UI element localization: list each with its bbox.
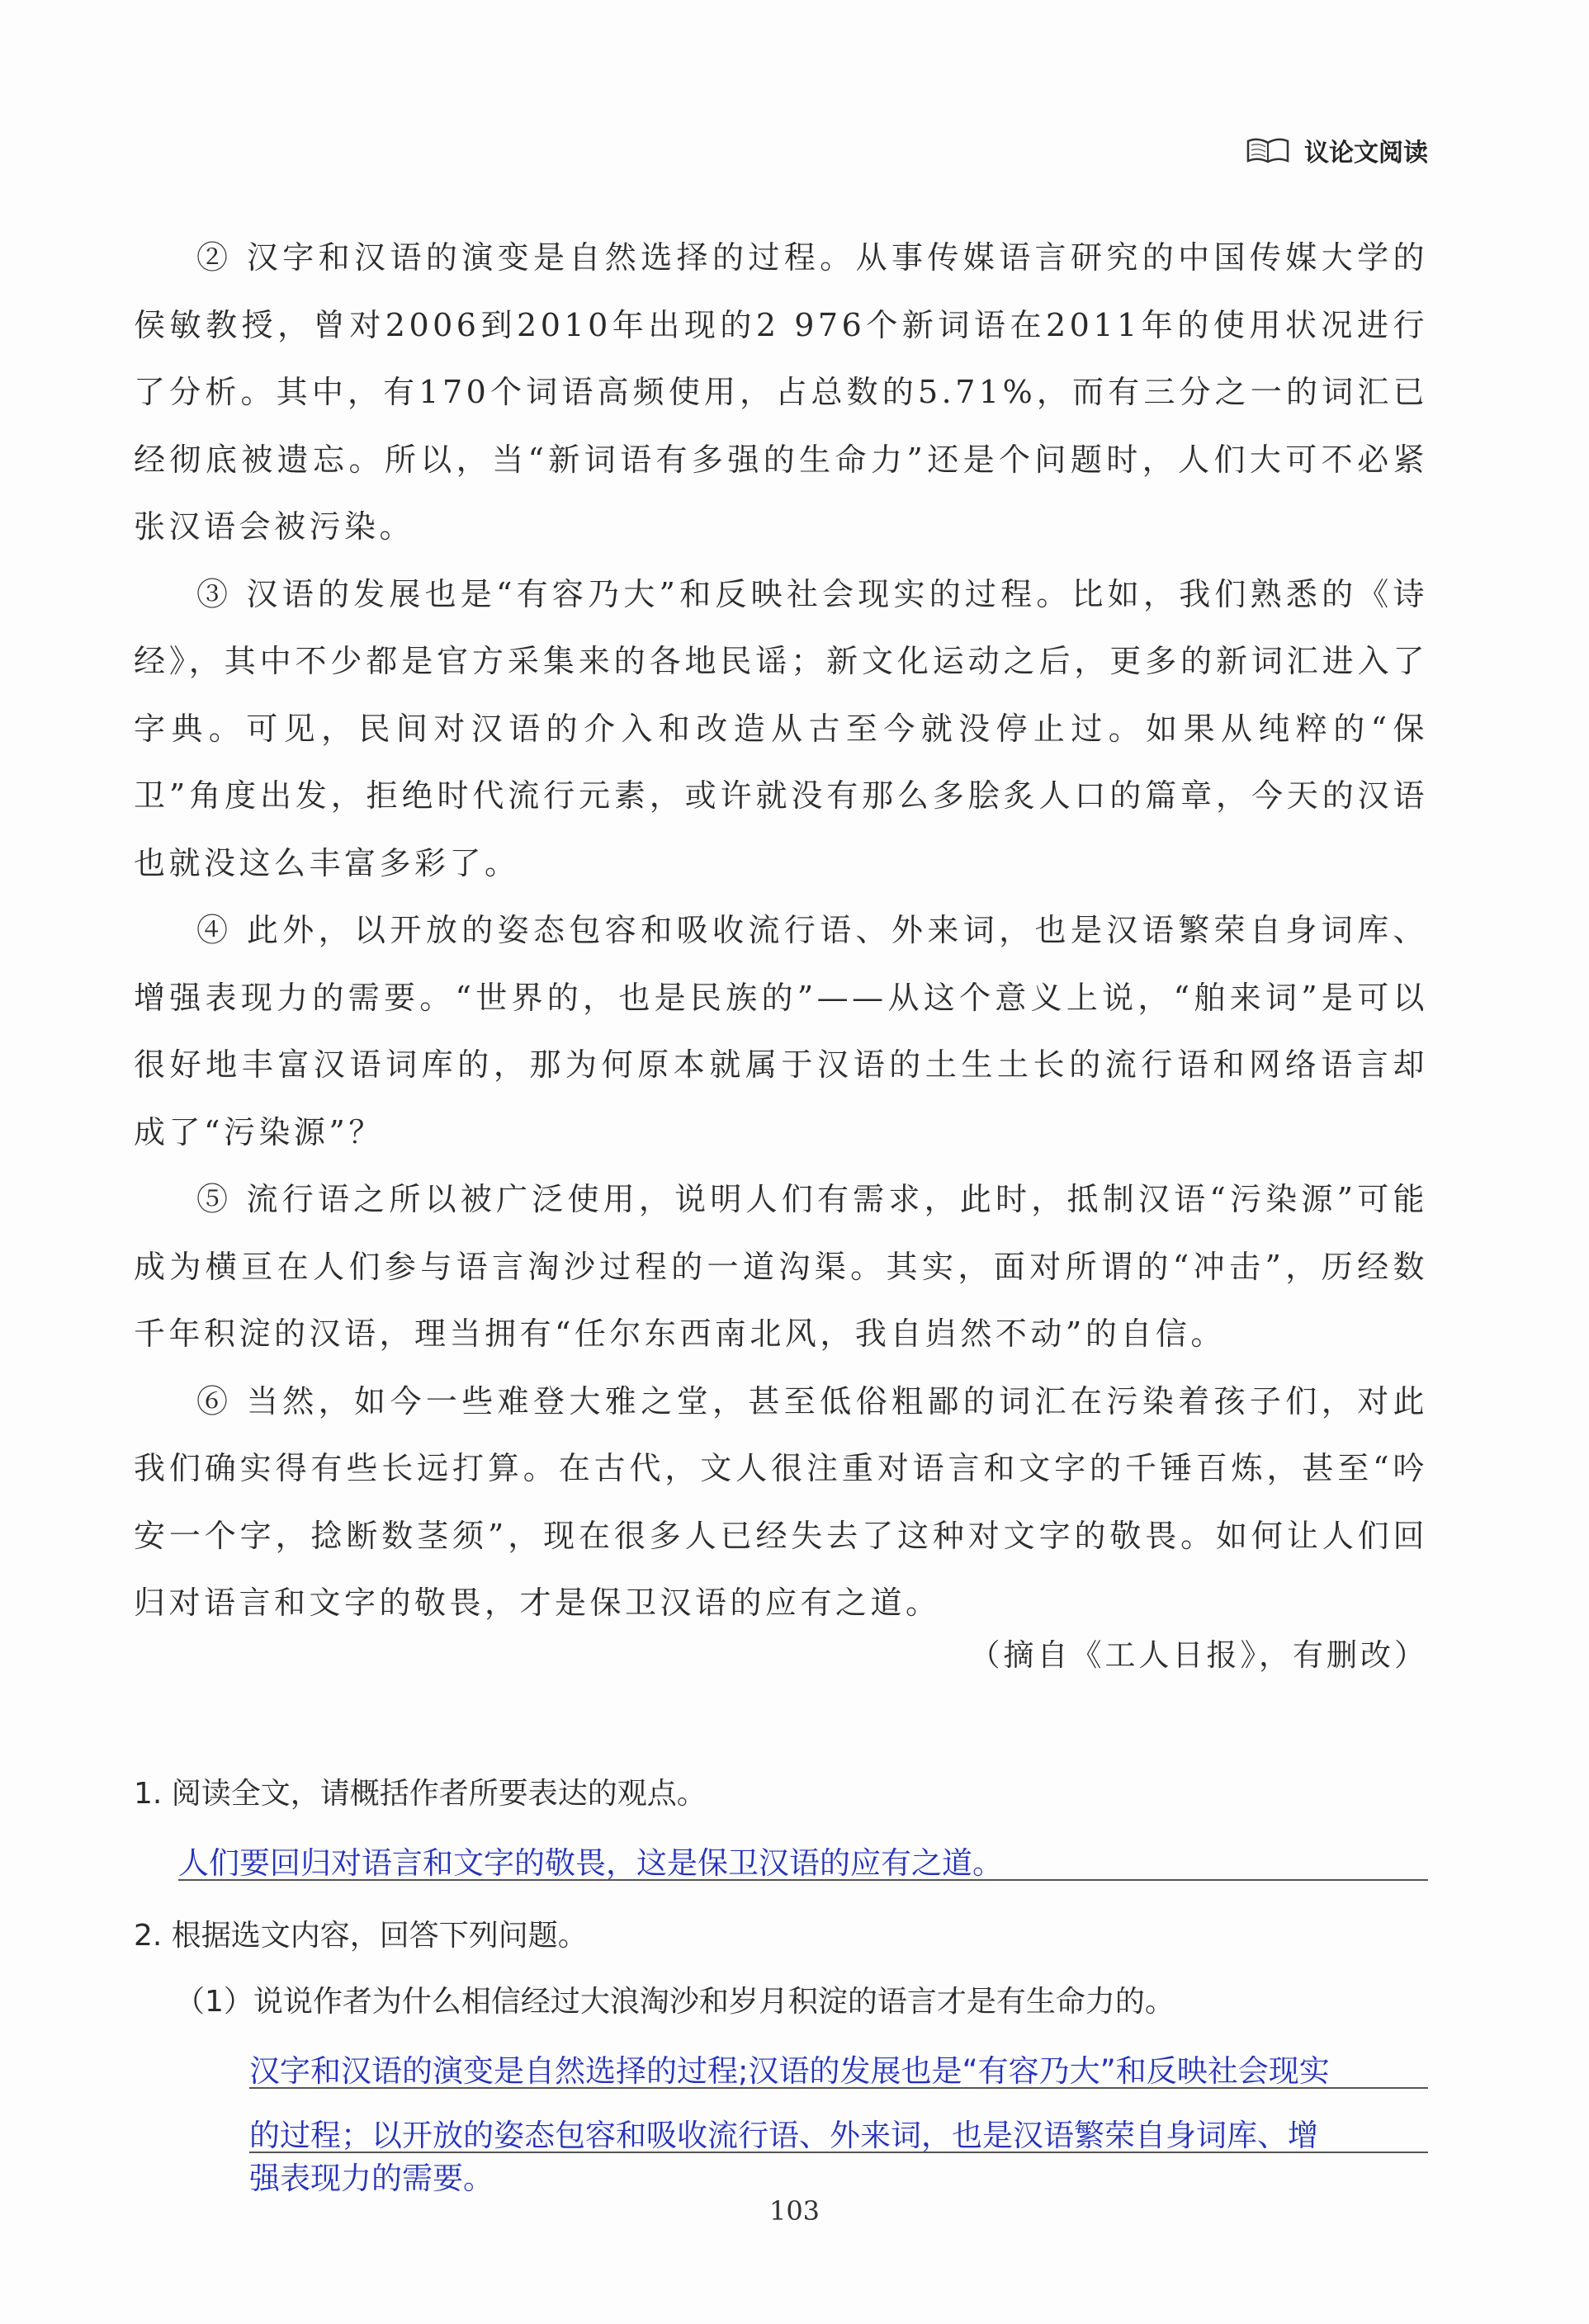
section-header	[1245, 132, 1428, 168]
paragraph-5: ⑤ 流行语之所以被广泛使用，说明人们有需求，此时，抵制汉语“污染源”可能成为横亘在人们参与语言淘沙过程的一道沟渠。其实，面对所谓的“冲击”，历经数千年积淀的汉语，理当拥有“任尔东西南北风，我自岿然不动”的自信。	[134, 1181, 1428, 1352]
paragraph-3: ③ 汉语的发展也是“有容乃大”和反映社会现实的过程。比如，我们熟悉的《诗经》，其中不少都是官方采集来的各地民谣；新文化运动之后，更多的新词汇进入了字典。可见，民间对汉语的介入和改造从古至今就没停止过。如果从纯粹的“保卫”角度出发，拒绝时代流行元素，或许就没有那么多脍炙人口的篇章，今天的汉语也就没这么丰富多彩了。	[134, 575, 1428, 881]
section-title: 议论文阅读	[1304, 139, 1428, 168]
article-body	[134, 224, 1428, 1637]
answer-2-1-line-2: 的过程；以开放的姿态包容和吸收流行语、外来词，也是汉语繁荣自身词库、增	[249, 2118, 1318, 2153]
answer-2-1-line-1: 汉字和汉语的演变是自然选择的过程;汉语的发展也是“有容乃大”和反映社会现实	[249, 2053, 1330, 2089]
paragraph-4: ④ 此外，以开放的姿态包容和吸收流行语、外来词，也是汉语繁荣自身词库、增强表现力的需要。“世界的，也是民族的”——从这个意义上说，“舶来词”是可以很好地丰富汉语词库的，那为何原本就属于汉语的土生土长的流行语和网络语言却成了“污染源”？	[134, 912, 1428, 1150]
answer-line-1	[178, 1879, 1428, 1881]
article-source: （摘自《工人日报》，有删改）	[969, 1637, 1428, 1673]
paragraph-6: ⑥ 当然，如今一些难登大雅之堂，甚至低俗粗鄙的词汇在污染着孩子们，对此我们确实得有些长远打算。在古代，文人很注重对语言和文字的千锤百炼，甚至“吟安一个字，捻断数茎须”，现在很多人已经失去了这种对文字的敬畏。如何让人们回归对语言和文字的敬畏，才是保卫汉语的应有之道。	[134, 1382, 1428, 1621]
answer-2-1-line-3: 强表现力的需要。	[249, 2161, 494, 2196]
page-number: 103	[768, 2195, 821, 2227]
open-book-icon	[1245, 136, 1291, 164]
question-2: 2. 根据选文内容，回答下列问题。	[134, 1919, 588, 1953]
answer-1: 人们要回归对语言和文字的敬畏，这是保卫汉语的应有之道。	[178, 1845, 1003, 1881]
question-1: 1. 阅读全文，请概括作者所要表达的观点。	[134, 1777, 707, 1811]
question-2-sub-1: （1）说说作者为什么相信经过大浪淘沙和岁月积淀的语言才是有生命力的。	[175, 1985, 1175, 2019]
answer-line-2-1-a	[249, 2087, 1428, 2089]
paragraph-2: ② 汉字和汉语的演变是自然选择的过程。从事传媒语言研究的中国传媒大学的侯敏教授，曾对2006到2010年出现的2 976个新词语在2011年的使用状况进行了分析。其中，有170个词语高频使用，占总数的5.71%，而有三分之一的词汇已经彻底被遗忘。所以，当“新词语有多强的生命力”还是个问题时，人们大可不必紧张汉语会被污染。	[134, 239, 1428, 545]
